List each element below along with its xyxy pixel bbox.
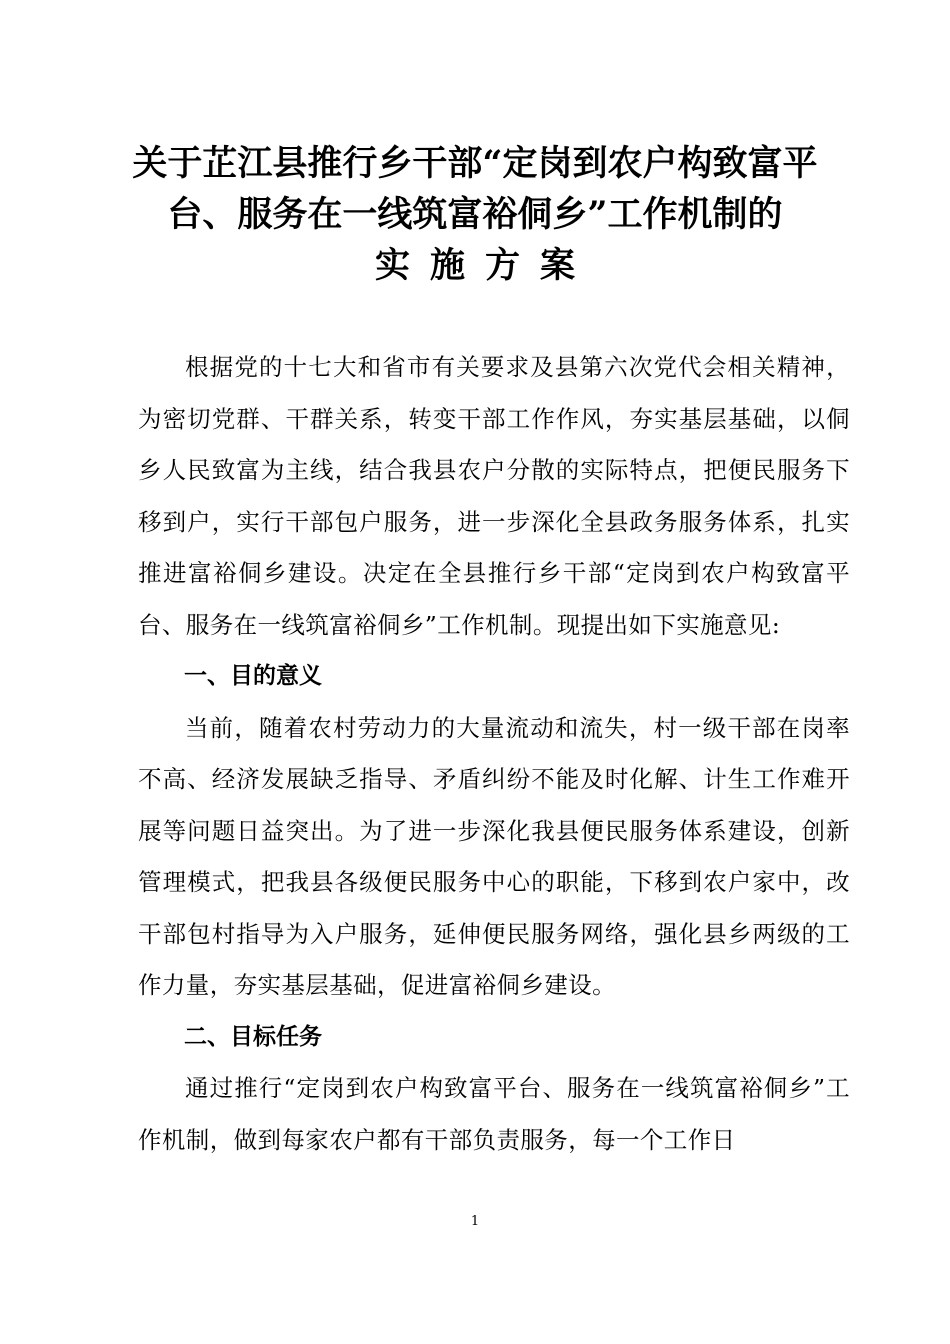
title-line-2: 台、服务在一线筑富裕侗乡”工作机制的 — [167, 194, 783, 235]
document-body — [138, 342, 850, 1166]
document-title — [110, 138, 840, 291]
section-text-purpose: 当前，随着农村劳动力的大量流动和流失，村一级干部在岗率不高、经济发展缺乏指导、矛盾纠纷不能及时化解、计生工作难开展等问题日益突出。为了进一步深化我县便民服务体系建设，创新管理模式，把我县各级便民服务中心的职能，下移到农户家中，改干部包村指导为入户服务，延伸便民服务网络，强化县乡两级的工作力量，夯实基层基础，促进富裕侗乡建设。 — [138, 713, 850, 999]
title-line-3: 实施方案 — [374, 245, 595, 286]
section-heading-goals: 二、目标任务 — [184, 1023, 322, 1050]
intro-paragraph: 根据党的十七大和省市有关要求及县第六次党代会相关精神，为密切党群、干群关系，转变干部工作作风，夯实基层基础，以侗乡人民致富为主线，结合我县农户分散的实际特点，把便民服务下移到户，实行干部包户服务，进一步深化全县政务服务体系，扎实推进富裕侗乡建设。决定在全县推行乡干部“定岗到农户构致富平台、服务在一线筑富裕侗乡”工作机制。现提出如下实施意见: — [138, 353, 850, 639]
section-heading-purpose: 一、目的意义 — [184, 663, 322, 689]
section-text-goals: 通过推行“定岗到农户构致富平台、服务在一线筑富裕侗乡”工作机制，做到每家农户都有干部负责服务，每一个工作日 — [138, 1074, 850, 1154]
title-line-1: 关于芷江县推行乡干部“定岗到农户构致富平 — [132, 143, 818, 184]
page-number: 1 — [470, 1214, 480, 1229]
